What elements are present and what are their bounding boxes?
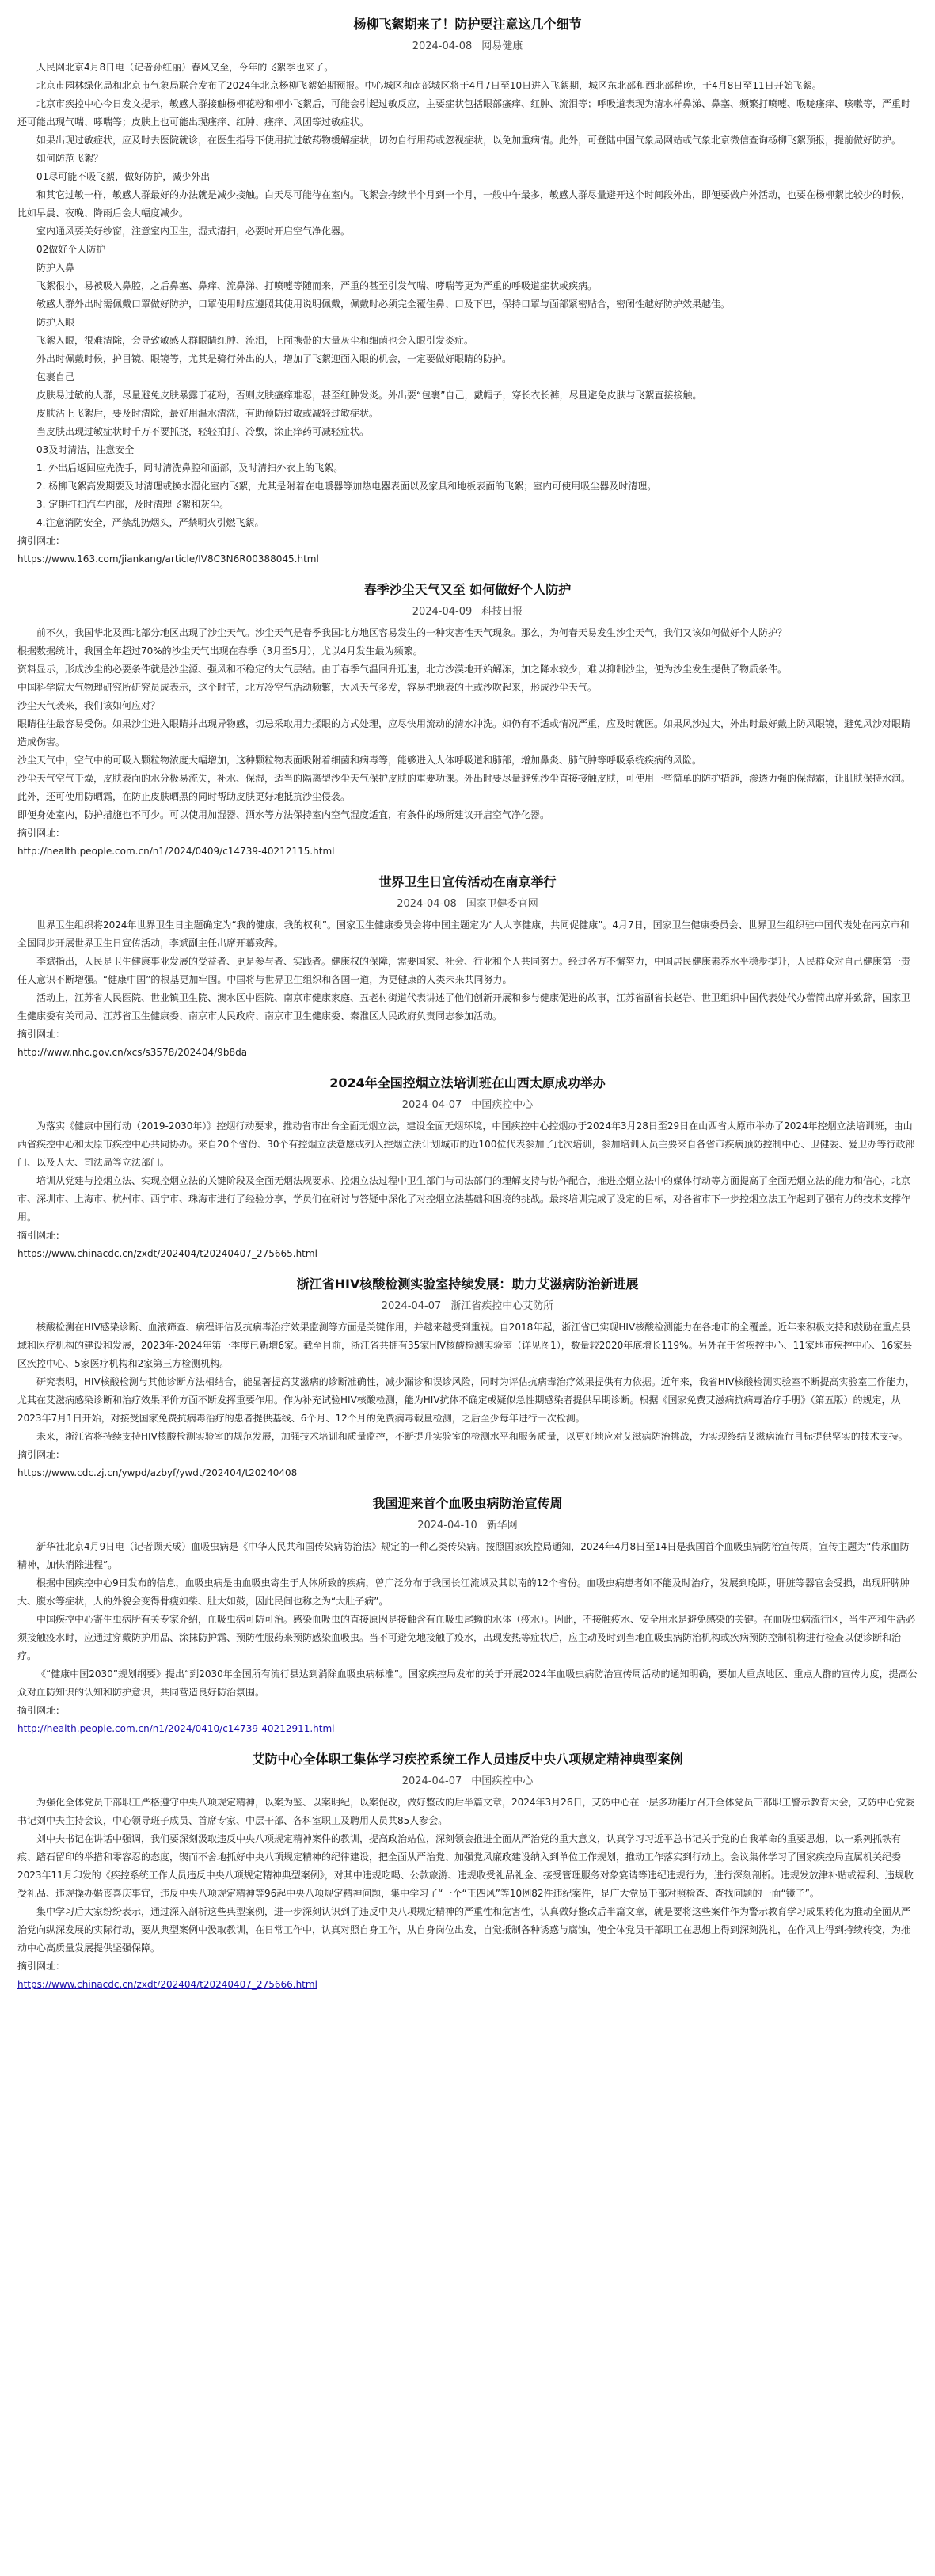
article-paragraph: 资料显示，形成沙尘的必要条件就是沙尘源、强风和不稳定的大气层结。由于春季气温回升迅速，北方沙漠地开始解冻，加之降水较少，难以抑制沙尘，便为沙尘发生提供了物质条件。: [17, 664, 788, 675]
article-date: 2024-04-09: [412, 606, 473, 618]
news-article: [17, 1274, 918, 1482]
article-title: 世界卫生日宣传活动在南京举行: [378, 874, 557, 889]
article-meta: [17, 1297, 918, 1312]
article-paragraph: 敏感人群外出时需佩戴口罩做好防护，口罩使用时应遵照其使用说明佩戴，佩戴时必须完全覆住鼻、口及下巴，保持口罩与面部紧密贴合，密闭性越好防护效果越佳。: [36, 299, 731, 310]
news-article: [17, 1749, 918, 1994]
article-paragraph: 研究表明，HIV核酸检测与其他诊断方法相结合，能显著提高艾滋病的诊断准确性，减少漏诊和误诊风险，同时为评估抗病毒治疗效果提供有力依据。近年来，我省HIV核酸检测实验室不断提高实验室工作能力，尤其在艾滋病感染诊断和治疗效果评价方面不断发挥重要作用。作为补充试验HIV核酸检测，能为HIV抗体不确定或疑似急性期感染者提供早期诊断。根据《国家免费艾滋病抗病毒治疗手册》（第五版）的规定，从2023年7月1日开始，对接受国家免费抗病毒治疗的患者提供基线、6个月、12个月的免费病毒载量检测，之后至少每年进行一次检测。: [17, 1376, 915, 1424]
news-article: [17, 14, 918, 569]
news-article: [17, 1493, 918, 1738]
article-paragraph: 外出时佩戴时候，护目镜、眼镜等，尤其是骑行外出的人，增加了飞絮迎面入眼的机会，一定要做好眼睛的防护。: [36, 353, 512, 364]
article-meta: [17, 603, 918, 618]
article-paragraph: 和其它过敏一样，敏感人群最好的办法就是减少接触。白天尽可能待在室内。飞絮会持续半个月到一个月，一般中午最多，敏感人群尽量避开这个时间段外出，即便要做户外活动，也要在杨柳絮比较少的时候，比如早晨、夜晚、降雨后会大幅度减少。: [17, 189, 911, 219]
article-title: 艾防中心全体职工集体学习疾控系统工作人员违反中央八项规定精神典型案例: [252, 1752, 683, 1767]
article-paragraph: 2. 杨柳飞絮高发期要及时清理或换水湿化室内飞絮，尤其是附着在电暖器等加热电器表面以及家具和地板表面的飞絮；室内可使用吸尘器及时清理。: [36, 481, 657, 492]
article-date: 2024-04-07: [401, 1099, 462, 1111]
source-label: 摘引网址：: [17, 1029, 66, 1040]
article-meta: [17, 1772, 918, 1787]
article-paragraph: 飞絮很小，易被吸入鼻腔，之后鼻塞、鼻痒、流鼻涕、打喷嚏等随而来，严重的甚至引发气喘、哮喘等更为严重的呼吸道症状或疾病。: [36, 280, 598, 291]
source-label: 摘引网址：: [17, 1961, 66, 1972]
source-link[interactable]: https://www.chinacdc.cn/zxdt/202404/t20240407_275666.html: [17, 1979, 317, 1990]
article-paragraph: 《“健康中国2030”规划纲要》提出“到2030年全国所有流行县达到消除血吸虫病标准”。国家疾控局发布的关于开展2024年血吸虫病防治宣传周活动的通知明确，要加大重点地区、重点人群的宣传力度，提高公众对血防知识的认知和防护意识，共同营造良好防治氛围。: [17, 1669, 918, 1698]
article-paragraph: 飞絮入眼，很难清除，会导致敏感人群眼睛红肿、流泪，上面携带的大量灰尘和细菌也会入眼引发炎症。: [36, 335, 474, 346]
source-link[interactable]: https://www.chinacdc.cn/zxdt/202404/t20240407_275665.html: [17, 1248, 317, 1259]
article-paragraph: 1. 外出后返回应先洗手，同时清洗鼻腔和面部，及时清扫外衣上的飞絮。: [36, 462, 344, 474]
source-link[interactable]: http://www.nhc.gov.cn/xcs/s3578/202404/9b8da: [17, 1047, 248, 1058]
source-link[interactable]: http://health.people.com.cn/n1/2024/0410/c14739-40212911.html: [17, 1723, 335, 1734]
article-paragraph: 如何防范飞絮？: [36, 153, 104, 164]
source-link[interactable]: https://www.163.com/jiankang/article/IV8C3N6R00388045.html: [17, 554, 319, 565]
article-paragraph: 防护入眼: [36, 317, 75, 328]
article-paragraph: 新华社北京4月9日电（记者顾天成）血吸虫病是《中华人民共和国传染病防治法》规定的一种乙类传染病。按照国家疾控局通知，2024年4月8日至14日是我国首个血吸虫病防治宣传周，宣传主题为“传承血防精神，加快消除进程”。: [17, 1541, 910, 1570]
article-paragraph: 03及时清洁，注意安全: [36, 444, 135, 455]
article-date: 2024-04-07: [401, 1775, 462, 1787]
article-paragraph: 3. 定期打扫汽车内部，及时清理飞絮和灰尘。: [36, 499, 230, 510]
article-paragraph: 沙尘天气袭来，我们该如何应对？: [17, 700, 161, 711]
article-title: 春季沙尘天气又至 如何做好个人防护: [363, 582, 572, 597]
article-paragraph: 未来，浙江省将持续支持HIV核酸检测实验室的规范发展，加强技术培训和质量监控，不断提升实验室的检测水平和服务质量，以更好地应对艾滋病防治挑战，为实现终结艾滋病流行目标提供坚实的技术支持。: [36, 1431, 908, 1442]
article-paragraph: 02做好个人防护: [36, 244, 106, 255]
article-paragraph: 即便身处室内，防护措施也不可少。可以使用加湿器、洒水等方法保持室内空气湿度适宜，有条件的场所建议开启空气净化器。: [17, 809, 550, 820]
article-source: 中国疾控中心: [471, 1099, 534, 1111]
source-link[interactable]: https://www.cdc.zj.cn/ywpd/azbyf/ywdt/202404/t20240408: [17, 1467, 298, 1478]
article-title: 杨柳飞絮期来了！防护要注意这几个细节: [353, 17, 582, 32]
article-paragraph: 中国科学院大气物理研究所研究员成表示，这个时节，北方冷空气活动频繁，大风天气多发，容易把地表的土或沙吹起来，形成沙尘天气。: [17, 682, 598, 693]
article-paragraph: 人民网北京4月8日电（记者孙红丽）春风又至，今年的飞絮季也来了。: [36, 62, 334, 73]
news-article: [17, 872, 918, 1062]
article-paragraph: 为落实《健康中国行动（2019-2030年）》控烟行动要求，推动省市出台全面无烟立法，建设全面无烟环境，中国疾控中心控烟办于2024年3月28日至29日在山西省太原市举办了2024年控烟立法培训班，由山西省疾控中心和太原市疾控中心共同协办。来自20个省份、30个有控烟立法意愿或列入控烟立法计划城市的近100位代表参加了此次培训，参加培训人员主要来自各省市疾病预防控制中心、卫健委、爱卫办等行政部门、以及人大、司法局等立法部门。: [17, 1121, 915, 1168]
article-paragraph: 01尽可能不吸飞絮，做好防护，减少外出: [36, 171, 211, 182]
article-paragraph: 李斌指出，人民是卫生健康事业发展的受益者、更是参与者、实践者。健康权的保障，需要国家、社会、行业和个人共同努力。经过各方不懈努力，中国居民健康素养水平稳步提升，人民群众对自己健康第一责任人意识不断增强。“健康中国”的根基更加牢固。中国将与世界卫生组织和各国一道，为更健康的人类未来共同努力。: [17, 956, 911, 985]
article-meta: [17, 1096, 918, 1111]
article-meta: [17, 1516, 918, 1532]
article-paragraph: 当皮肤出现过敏症状时千万不要抓挠，轻轻拍打、冷敷，涂止痒药可减轻症状。: [36, 426, 370, 437]
article-paragraph: 培训从党建与控烟立法、实现控烟立法的关键阶段及全面无烟法规要求、控烟立法过程中卫生部门与司法部门的理解支持与协作配合，推进控烟立法中的媒体行动等方面提高了全面无烟立法的能力和信心，北京市、深圳市、上海市、杭州市、西宁市、珠海市进行了经验分享，学员们在研讨与答疑中深化了对控烟立法基础和困境的挑战。最终培训完成了设定的目标，对各省市下一步控烟立法工作起到了强有力的技术支撑作用。: [17, 1175, 911, 1223]
article-date: 2024-04-10: [417, 1520, 477, 1532]
source-label: 摘引网址：: [17, 535, 66, 546]
article-paragraph: 世界卫生组织将2024年世界卫生日主题确定为“我的健康，我的权利”。国家卫生健康委员会将中国主题定为“人人享健康，共同促健康”。4月7日，国家卫生健康委员会、世界卫生组织驻中国代表处在南京市和全国同步开展世界卫生日宣传活动，李斌副主任出席开幕致辞。: [17, 919, 910, 949]
source-label: 摘引网址：: [17, 1230, 66, 1241]
article-paragraph: 核酸检测在HIV感染诊断、血液筛查、病程评估及抗病毒治疗效果监测等方面是关键作用，并越来越受到重视。自2018年起，浙江省已实现HIV核酸检测能力在各地市的全覆盖。近年来积极支持和鼓励在重点县域和医疗机构的建设和发展，2023年-2024年第一季度已新增6家。截至目前，浙江省共拥有35家HIV核酸检测实验室（详见图1），数量较2020年底增长119%。另外在于省疾控中心、11家地市疾控中心、16家县区疾控中心、5家医疗机构和2家第三方检测机构。: [17, 1322, 913, 1369]
article-paragraph: 沙尘天气空气干燥，皮肤表面的水分极易流失，补水、保湿，适当的隔离型沙尘天气保护皮肤的重要功课。外出时要尽量避免沙尘直接接触皮肤，可使用一些简单的防护措施，渗透力强的保湿霜，让肌肤保持水润。此外，还可使用防晒霜，在防止皮肤晒黑的同时帮助皮肤更好地抵抗沙尘侵袭。: [17, 773, 911, 802]
article-meta: [17, 895, 918, 910]
article-paragraph: 前不久，我国华北及西北部分地区出现了沙尘天气。沙尘天气是春季我国北方地区容易发生的一种灾害性天气现象。那么，为何春天易发生沙尘天气，我们又该如何做好个人防护？: [36, 627, 788, 638]
article-paragraph: 根据数据统计，我国全年超过70%的沙尘天气出现在春季（3月至5月），尤以4月发生最为频繁。: [17, 645, 423, 656]
article-paragraph: 中国疾控中心寄生虫病所有关专家介绍，血吸虫病可防可治。感染血吸虫的直接原因是接触含有血吸虫尾蚴的水体（疫水）。因此，不接触疫水、安全用水是避免感染的关键。在血吸虫病流行区，当生产和生活必须接触疫水时，应通过穿戴防护用品、涂抹防护霜、预防性服药来预防感染血吸虫。当不可避免地接触了疫水，出现发热等症状后，应主动及时到当地血吸虫病防治机构或疾病预防控制机构进行检查以便诊断和治疗。: [17, 1614, 916, 1661]
article-paragraph: 刘中夫书记在讲话中强调，我们要深刻汲取违反中央八项规定精神案件的教训，提高政治站位，深刻领会推进全面从严治党的重大意义，认真学习习近平总书记关于党的自我革命的重要思想，以一系列抓铁有痕、踏石留印的举措和零容忍的态度，锲而不舍地抓好中央八项规定精神的纪律建设，把全面从严治党、加强党风廉政建设纳入到单位工作规划，推动工作落实到行动上。会议集体学习了国家疾控局直属机关纪委2023年11月印发的《疾控系统工作人员违反中央八项规定精神典型案例》，对其中违规吃喝、公款旅游、违规收受礼品礼金、接受管理服务对象宴请等违纪违规行为，进行深刻剖析。违规发放津补贴或福利、违规收受礼品、违规操办婚丧喜庆事宜，违反中央八项规定精神等96起中央八项规定精神问题，集中学习了“一个“正四风”等10例82件违纪案件，是广大党员干部对照检查、查找问题的一面“镜子”。: [17, 1833, 914, 1899]
article-paragraph: 室内通风要关好纱窗，注意室内卫生，湿式清扫，必要时开启空气净化器。: [36, 226, 351, 237]
article-source: 网易健康: [481, 40, 523, 52]
article-title: 2024年全国控烟立法培训班在山西太原成功举办: [329, 1075, 606, 1090]
article-paragraph: 北京市疾控中心今日发文提示，敏感人群接触杨柳花粉和柳小飞絮后，可能会引起过敏反应，主要症状包括眼部瘙痒、红肿、流泪等；呼吸道表现为清水样鼻涕、鼻塞、频繁打喷嚏、喉咙瘙痒、咳嗽等，严重时还可能出现气喘、哮喘等；皮肤上也可能出现瘙痒、红肿、瘙痒、风团等过敏症状。: [17, 98, 911, 127]
article-source: 浙江省疾控中心艾防所: [450, 1300, 554, 1312]
article-title: 浙江省HIV核酸检测实验室持续发展：助力艾滋病防治新进展: [296, 1277, 639, 1292]
article-paragraph: 为强化全体党员干部职工严格遵守中央八项规定精神，以案为鉴、以案明纪，以案促改，做好整改的后半篇文章，2024年3月26日，艾防中心在一层多功能厅召开全体党员干部职工警示教育大会，艾防中心党委书记刘中夫主持会议，中心领导班子成员、首席专家、中层干部、各科室职工及聘用人员共85人参会。: [17, 1797, 915, 1826]
source-label: 摘引网址：: [17, 1705, 66, 1716]
source-link[interactable]: http://health.people.com.cn/n1/2024/0409/c14739-40212115.html: [17, 846, 335, 857]
source-label: 摘引网址：: [17, 1449, 66, 1460]
article-source: 中国疾控中心: [471, 1775, 534, 1787]
article-paragraph: 4.注意消防安全，严禁乱扔烟头，严禁明火引燃飞絮。: [36, 517, 264, 528]
article-paragraph: 防护入鼻: [36, 262, 75, 273]
article-paragraph: 集中学习后大家纷纷表示，通过深入剖析这些典型案例，进一步深刻认识到了违反中央八项规定精神的严重性和危害性，认真做好整改后半篇文章，就是要将这些案件作为警示教育学习成果转化为推动全面从严治党向纵深发展的实际行动，要从典型案例中汲取教训，在日常工作中，认真对照自身工作，从自身岗位出发，自觉抵制各种诱惑与腐蚀，使全体党员干部职工在思想上得到深刻洗礼，在作风上得到持续转变，为推动中心高质量发展提供坚强保障。: [17, 1906, 911, 1954]
article-title: 我国迎来首个血吸虫病防治宣传周: [372, 1496, 563, 1511]
article-paragraph: 沙尘天气中，空气中的可吸入颗粒物浓度大幅增加，这种颗粒物表面吸附着细菌和病毒等，能够进入人体呼吸道和肺部，增加鼻炎、肺气肿等呼吸系统疾病的风险。: [17, 755, 702, 766]
article-paragraph: 根据中国疾控中心9日发布的信息，血吸虫病是由血吸虫寄生于人体所致的疾病，曾广泛分布于我国长江流域及其以南的12个省份。血吸虫病患者如不能及时治疗，发展到晚期，肝脏等器官会受损，出现肝脾肿大、腹水等症状，人的外貌会变得骨瘦如柴、肚大如鼓，因此民间也称之为“大肚子病”。: [17, 1577, 910, 1607]
article-paragraph: 皮肤易过敏的人群，尽量避免皮肤暴露于花粉，否则皮肤瘙痒难忍，甚至红肿发炎。外出要“包裹”自己，戴帽子，穿长衣长裤，尽量避免皮肤与飞絮直接接触。: [36, 390, 702, 401]
article-source: 国家卫健委官网: [466, 898, 538, 910]
article-paragraph: 北京市园林绿化局和北京市气象局联合发布了2024年北京杨柳飞絮始期预报。中心城区和南部城区将于4月7日至10日进入飞絮期，城区东北部和西北部稍晚，于4月8日至11日开始飞絮。: [36, 80, 822, 91]
article-paragraph: 如果出现过敏症状，应及时去医院就诊，在医生指导下使用抗过敏药物缓解症状，切勿自行用药或忽视症状，以免加重病情。此外，可登陆中国气象局网站或气象北京微信查询杨柳飞絮预报，提前做好防护。: [36, 135, 902, 146]
article-meta: [17, 37, 918, 52]
news-article: [17, 1073, 918, 1263]
source-label: 摘引网址：: [17, 828, 66, 839]
article-paragraph: 活动上，江苏省人民医院、世业镇卫生院、澳水区中医院、南京市健康家庭、五老村街道代表讲述了他们创新开展和参与健康促进的故事，江苏省副省长赵岩、世卫组织中国代表处代办蕾简出席并致辞，国家卫生健康委有关司局、江苏省卫生健康委、南京市人民政府、南京市卫生健康委、秦淮区人民政府负责同志参加活动。: [17, 992, 911, 1022]
article-paragraph: 眼睛往往最容易受伤。如果沙尘进入眼睛并出现异物感，切忌采取用力揉眼的方式处理，应尽快用流动的清水冲洗。如仍有不适或情况严重，应及时就医。如果风沙过大，外出时最好戴上防风眼镜，避免风沙对眼睛造成伤害。: [17, 718, 911, 748]
article-paragraph: 包裹自己: [36, 371, 75, 382]
article-source: 新华网: [486, 1520, 518, 1532]
news-article: [17, 580, 918, 861]
article-source: 科技日报: [481, 606, 523, 618]
article-date: 2024-04-08: [412, 40, 473, 52]
article-date: 2024-04-07: [381, 1300, 442, 1312]
article-date: 2024-04-08: [397, 898, 457, 910]
article-paragraph: 皮肤沾上飞絮后，要及时清除，最好用温水清洗，有助预防过敏或减轻过敏症状。: [36, 408, 379, 419]
